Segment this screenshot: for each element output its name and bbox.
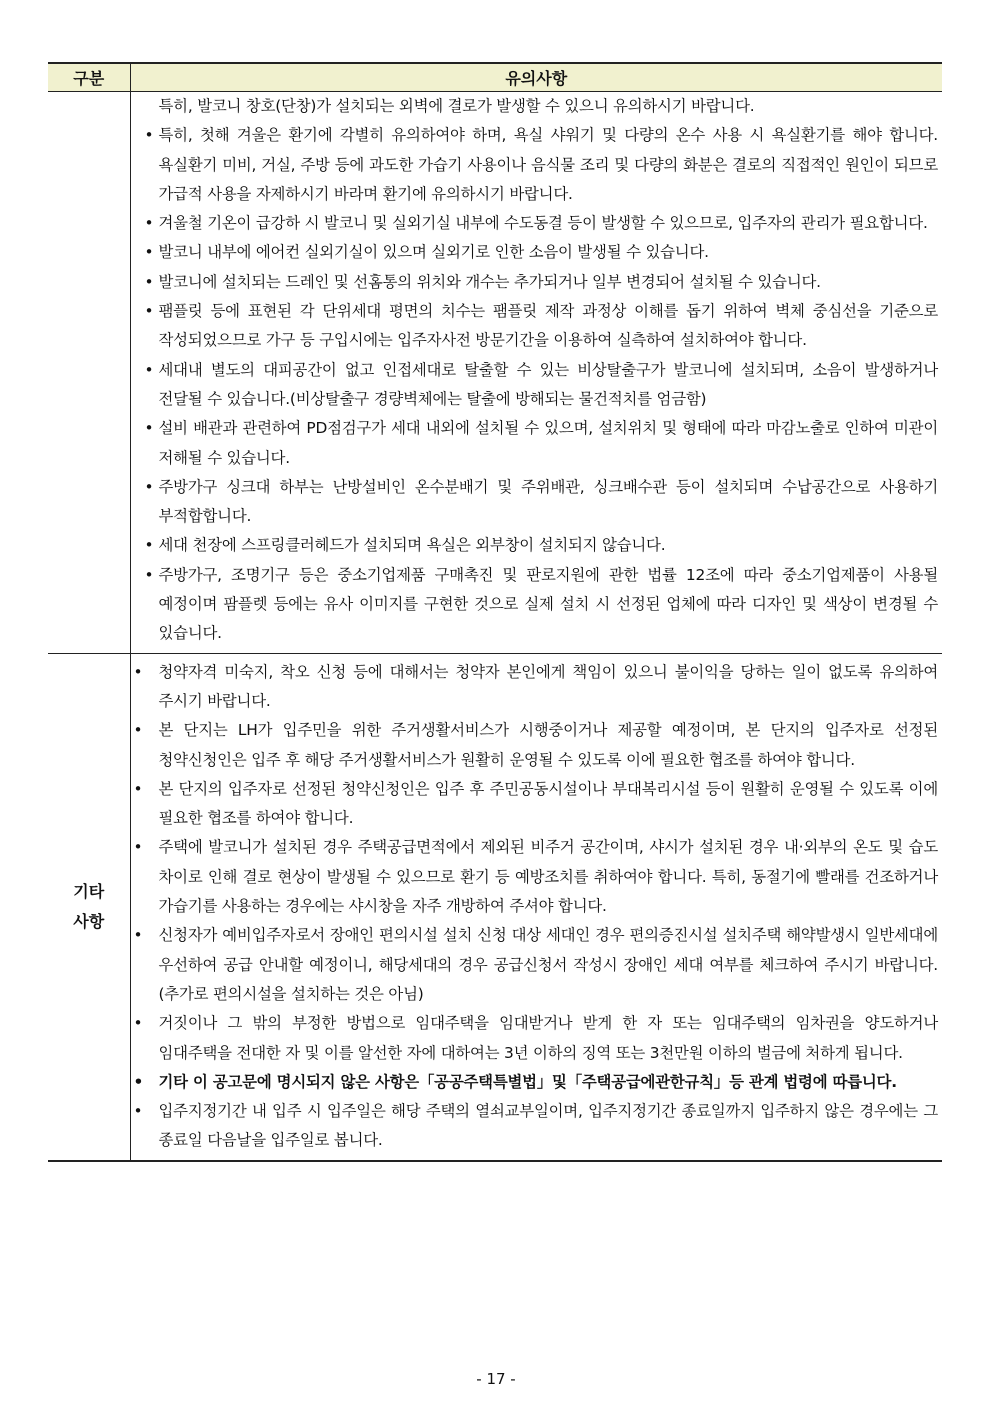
list-item: 특히, 발코니 창호(단창)가 설치되는 외벽에 결로가 발생할 수 있으니 유의하시기 바랍니다. (158, 97, 755, 115)
list-item: • 신청자가 예비입주자로서 장애인 편의시설 설치 신청 대상 세대인 경우 편의증진시설 설치주택 해약발생시 일반세대에 우선하여 공급 안내할 예정이니, 해당세대의 경우 공급신청서 작성시 장애인 세대 여부를 체크하여 주시기 바랍니다. (추가로 편의시설을 설치하는 것은 아님) (141, 921, 939, 1009)
row-category (48, 92, 130, 654)
row-notes (130, 92, 942, 654)
list-item: • 주택에 발코니가 설치된 경우 주택공급면적에서 제외된 비주거 공간이며, 샤시가 설치된 경우 내·외부의 온도 및 습도 차이로 인해 결로 현상이 발생될 수 있으므로 환기 등 예방조치를 취하여야 합니다. 특히, 동절기에 빨래를 건조하거나 가습기를 사용하는 경우에는 샤시창을 자주 개방하여 주셔야 합니다. (141, 833, 939, 921)
list-item: • 청약자격 미숙지, 착오 신청 등에 대해서는 청약자 본인에게 책임이 있으니 불이익을 당하는 일이 없도록 유의하여 주시기 바랍니다. (141, 658, 939, 717)
header-category: 구분 (48, 63, 130, 92)
list-item: • 팸플릿 등에 표현된 각 단위세대 평면의 치수는 팸플릿 제작 과정상 이해를 돕기 위하여 벽체 중심선을 기준으로 작성되었으므로 가구 등 구입시에는 입주자사전 방문기간을 이용하여 실측하여 설치하여야 합니다. (141, 297, 939, 356)
notice-table (48, 62, 942, 1162)
list-item: • 본 단지는 LH가 입주민을 위한 주거생활서비스가 시행중이거나 제공할 예정이며, 본 단지의 입주자로 선정된 청약신청인은 입주 후 해당 주거생활서비스가 원활히 운영될 수 있도록 이에 필요한 협조를 하여야 합니다. (141, 716, 939, 775)
list-item: • 발코니 내부에 에어컨 실외기실이 있으며 실외기로 인한 소음이 발생될 수 있습니다. (141, 238, 939, 267)
list-item: • 주방가구, 조명기구 등은 중소기업제품 구매촉진 및 판로지원에 관한 법률 12조에 따라 중소기업제품이 사용될 예정이며 팜플렛 등에는 유사 이미지를 구현한 것으로 실제 설치 시 선정된 업체에 따라 디자인 및 색상이 변경될 수 있습니다. (141, 561, 939, 649)
page-number: - 17 - (476, 1370, 516, 1388)
table-header-row (48, 63, 942, 92)
list-item: • 주방가구 싱크대 하부는 난방설비인 온수분배기 및 주위배관, 싱크배수관 등이 설치되며 수납공간으로 사용하기 부적합합니다. (141, 473, 939, 532)
list-item: • 발코니에 설치되는 드레인 및 선홈통의 위치와 개수는 추가되거나 일부 변경되어 설치될 수 있습니다. (141, 268, 939, 297)
list-item: • 세대내 별도의 대피공간이 없고 인접세대로 탈출할 수 있는 비상탈출구가 발코니에 설치되며, 소음이 발생하거나 전달될 수 있습니다.(비상탈출구 경량벽체에는 탈출에 방해되는 물건적치를 엄금함) (141, 356, 939, 415)
table-row (48, 653, 942, 1161)
list-item: • 설비 배관과 관련하여 PD점검구가 세대 내외에 설치될 수 있으며, 설치위치 및 형태에 따라 마감노출로 인하여 미관이 저해될 수 있습니다. (141, 414, 939, 473)
list-item: • 세대 천장에 스프링클러헤드가 설치되며 욕실은 외부창이 설치되지 않습니다. (141, 531, 939, 560)
table-row (48, 92, 942, 654)
list-item: • 본 단지의 입주자로 선정된 청약신청인은 입주 후 주민공동시설이나 부대복리시설 등이 원활히 운영될 수 있도록 이에 필요한 협조를 하여야 합니다. (141, 775, 939, 834)
header-notes: 유의사항 (130, 63, 942, 92)
row-notes (130, 653, 942, 1161)
notes-list (131, 654, 943, 1160)
list-item: • 거짓이나 그 밖의 부정한 방법으로 임대주택을 임대받거나 받게 한 자 또는 임대주택의 임차권을 양도하거나 임대주택을 전대한 자 및 이를 알선한 자에 대하여는 3년 이하의 징역 또는 3천만원 이하의 벌금에 처하게 됩니다. (141, 1009, 939, 1068)
row-category-etc: 기타 사항 (48, 653, 130, 1161)
list-item: • 겨울철 기온이 급강하 시 발코니 및 실외기실 내부에 수도동결 등이 발생할 수 있으므로, 입주자의 관리가 필요합니다. (141, 209, 939, 238)
list-item: • 기타 이 공고문에 명시되지 않은 사항은「공공주택특별법」및「주택공급에관한규칙」등 관계 법령에 따릅니다. (141, 1068, 939, 1097)
notes-list (131, 92, 943, 653)
list-item: • 특히, 첫해 겨울은 환기에 각별히 유의하여야 하며, 욕실 샤워기 및 다량의 온수 사용 시 욕실환기를 해야 합니다. 욕실환기 미비, 거실, 주방 등에 과도한 가습기 사용이나 음식물 조리 및 다량의 화분은 결로의 직접적인 원인이 되므로 가급적 사용을 자제하시기 바라며 환기에 유의하시기 바랍니다. (141, 121, 939, 209)
list-item: • 입주지정기간 내 입주 시 입주일은 해당 주택의 열쇠교부일이며, 입주지정기간 종료일까지 입주하지 않은 경우에는 그 종료일 다음날을 입주일로 봅니다. (141, 1097, 939, 1156)
